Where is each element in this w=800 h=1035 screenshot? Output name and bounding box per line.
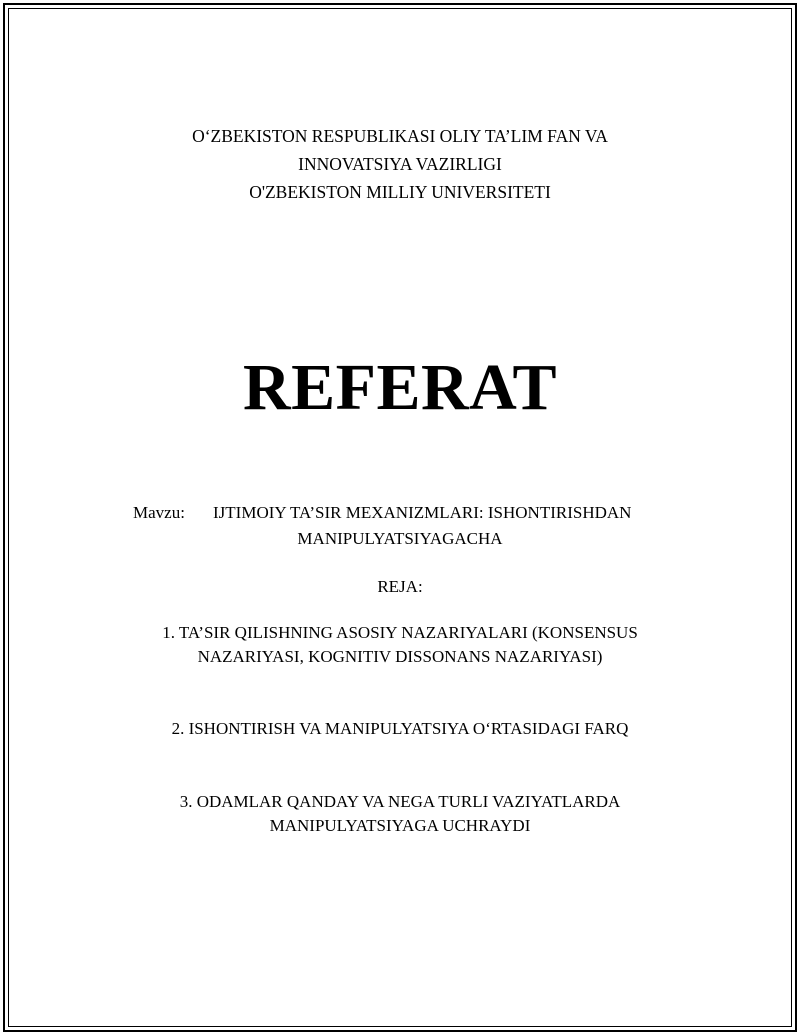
plan-item-2 <box>0 717 800 741</box>
plan-item-2-line-1: 2. ISHONTIRISH VA MANIPULYATSIYA O‘RTASIDAGI FARQ <box>171 719 629 738</box>
header-line-1: O‘ZBEKISTON RESPUBLIKASI OLIY TA’LIM FAN VA <box>192 126 608 146</box>
plan-item-1 <box>0 621 800 669</box>
plan-item-1-line-2: NAZARIYASI, KOGNITIV DISSONANS NAZARIYASI) <box>197 647 603 666</box>
plan-item-3-line-2: MANIPULYATSIYAGA UCHRAYDI <box>269 816 531 835</box>
plan-item-1-line-1: 1. TA’SIR QILISHNING ASOSIY NAZARIYALARI (KONSENSUS <box>162 623 638 642</box>
topic-line-1: IJTIMOIY TA’SIR MEXANIZMLARI: ISHONTIRISHDAN <box>213 503 632 522</box>
topic-label: Mavzu: <box>133 503 185 522</box>
document-title: REFERAT <box>243 351 557 424</box>
header-line-2: INNOVATSIYA VAZIRLIGI <box>298 154 502 174</box>
plan-item-3 <box>0 790 800 838</box>
header-line-3: O'ZBEKISTON MILLIY UNIVERSITETI <box>249 182 551 202</box>
topic-line-2: MANIPULYATSIYAGACHA <box>297 529 503 548</box>
ministry-header <box>0 122 800 206</box>
plan-heading: REJA: <box>377 577 423 596</box>
plan-item-3-line-1: 3. ODAMLAR QANDAY VA NEGA TURLI VAZIYATLARDA <box>179 792 621 811</box>
